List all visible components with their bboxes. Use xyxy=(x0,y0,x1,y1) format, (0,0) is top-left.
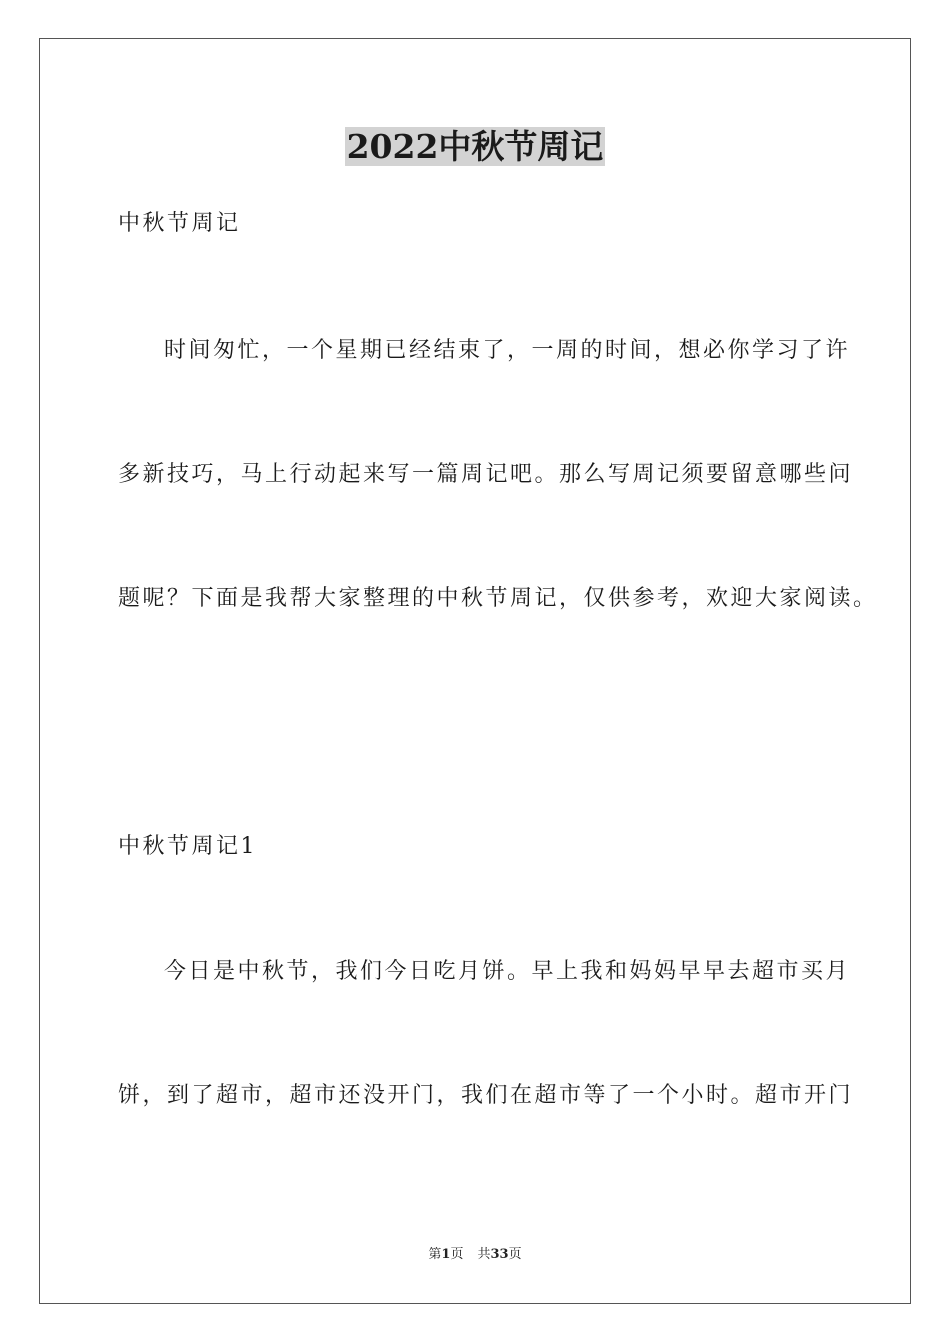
section-line-1: 今日是中秋节，我们今日吃月饼。早上我和妈妈早早去超市买月 xyxy=(164,959,851,984)
section-heading: 中秋节周记1 xyxy=(118,834,257,859)
document-title-text: 2022中秋节周记 xyxy=(346,127,604,166)
footer-page-number: 1 xyxy=(441,1247,451,1262)
intro-line-3: 题呢？下面是我帮大家整理的中秋节周记，仅供参考，欢迎大家阅读。 xyxy=(118,586,878,611)
intro-line-1: 时间匆忙，一个星期已经结束了，一周的时间，想必你学习了许 xyxy=(164,338,851,363)
footer-total-suffix: 页 xyxy=(508,1247,522,1262)
document-title xyxy=(0,127,950,167)
footer-total-prefix: 共 xyxy=(477,1247,491,1262)
intro-heading: 中秋节周记 xyxy=(118,211,241,236)
footer-total-pages: 33 xyxy=(490,1247,509,1262)
page-footer xyxy=(0,1246,950,1264)
intro-line-2: 多新技巧，马上行动起来写一篇周记吧。那么写周记须要留意哪些问 xyxy=(118,462,854,487)
footer-page-prefix: 第 xyxy=(428,1247,442,1262)
footer-page-suffix: 页 xyxy=(450,1247,464,1262)
section-line-2: 饼，到了超市，超市还没开门，我们在超市等了一个小时。超市开门 xyxy=(118,1083,854,1108)
